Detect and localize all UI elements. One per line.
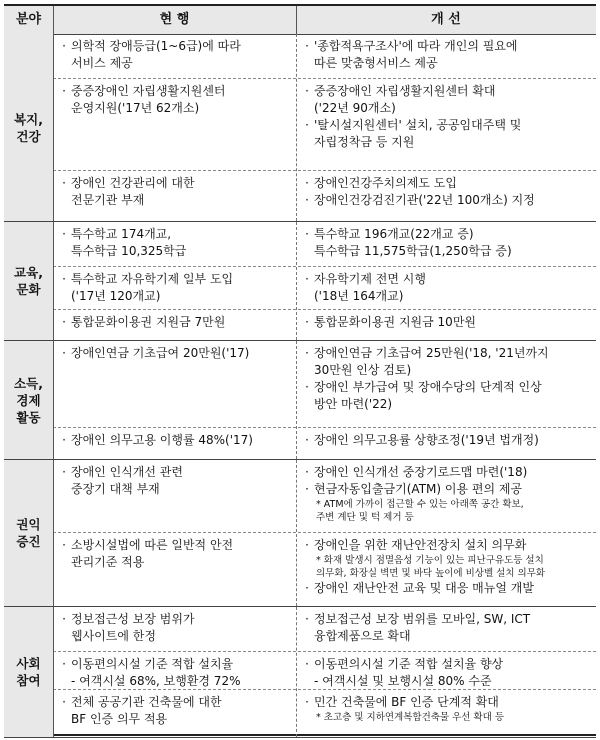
item-text: 장애인 의무고용률 상향조정('19년 법개정) (314, 433, 539, 447)
table-row (53, 690, 596, 738)
policy-table (4, 4, 596, 736)
bullet-marker: · (62, 315, 66, 329)
list-item (59, 271, 291, 305)
current-cell (59, 611, 291, 645)
item-text: 민간 건축물에 BF 인증 단계적 확대 (314, 695, 499, 709)
column-divider (53, 222, 54, 340)
column-divider (296, 460, 297, 606)
list-item (302, 537, 594, 554)
improved-cell (302, 345, 594, 413)
item-text: 장애인건강검진기관('22년 100개소) 지정 (314, 193, 535, 207)
bullet-marker: · (305, 346, 309, 360)
list-item (302, 656, 594, 690)
current-cell (59, 432, 291, 449)
current-cell (59, 271, 291, 305)
table-row (53, 341, 596, 428)
item-text: 장애인 의무고용 이행률 48%('17) (71, 433, 253, 447)
section-label: 복지, 건강 (4, 34, 53, 221)
column-divider (53, 34, 54, 221)
table-header (4, 6, 596, 35)
bullet-marker: · (62, 433, 66, 447)
list-item (59, 314, 291, 331)
bullet-marker: · (305, 657, 309, 671)
column-divider (296, 34, 297, 221)
current-cell (59, 226, 291, 260)
list-item (302, 580, 594, 597)
bullet-marker: · (62, 227, 66, 241)
bullet-marker: · (62, 538, 66, 552)
improved-cell (302, 271, 594, 305)
header-field: 분야 (15, 12, 42, 27)
bullet-marker: · (305, 433, 309, 447)
list-item (59, 345, 291, 362)
table-section (4, 341, 596, 460)
bullet-marker: · (305, 612, 309, 626)
bullet-marker: · (62, 176, 66, 190)
list-item (302, 38, 594, 72)
bullet-marker: · (305, 193, 309, 207)
table-row (53, 267, 596, 310)
table-row (53, 222, 596, 267)
item-text: 정보접근성 보장 범위가 웹사이트에 한정 (71, 612, 195, 643)
improved-cell (302, 175, 594, 209)
improved-cell (302, 656, 594, 690)
item-text: 장애인연금 기초급여 20만원('17) (71, 346, 250, 360)
item-text: 장애인 부가급여 및 장애수당의 단계적 인상 방안 마련('22) (314, 380, 542, 411)
table-row (53, 428, 596, 460)
item-text: 장애인 인식개선 중장기로드맵 마련('18) (314, 465, 528, 479)
current-cell (59, 38, 291, 72)
list-item (302, 117, 594, 151)
footnote-text: * ATM에 가까이 접근할 수 있는 아래쪽 공간 확보, 주변 계단 및 턱 제거 등 (316, 499, 524, 523)
bullet-marker: · (305, 176, 309, 190)
table-section (4, 222, 596, 341)
table-section (4, 460, 596, 607)
column-divider (53, 607, 54, 737)
list-item (302, 314, 594, 331)
improved-cell (302, 611, 594, 645)
table-section (4, 34, 596, 222)
column-divider (53, 460, 54, 606)
item-text: '종합적욕구조사'에 따라 개인의 필요에 따른 맞춤형서비스 제공 (314, 39, 518, 70)
item-text: 자유학기제 전면 시행 ('18년 164개교) (314, 272, 426, 303)
bullet-marker: · (305, 482, 309, 496)
bullet-marker: · (305, 39, 309, 53)
item-text: 소방시설법에 따른 일반적 안전 관리기준 적용 (71, 538, 234, 569)
list-item (302, 694, 594, 711)
improved-cell (302, 694, 594, 724)
list-item (302, 611, 594, 645)
list-item (302, 481, 594, 498)
current-cell (59, 694, 291, 728)
list-item (59, 83, 291, 117)
item-text: 정보접근성 보장 범위를 모바일, SW, ICT 융합제품으로 확대 (314, 612, 531, 643)
table-row (53, 171, 596, 222)
column-divider (53, 341, 54, 459)
improved-cell (302, 537, 594, 597)
bullet-marker: · (62, 39, 66, 53)
item-text: 장애인 건강관리에 대한 전문기관 부재 (71, 176, 195, 207)
item-text: 이동편의시설 기준 적합 설치율 향상 - 여객시설 및 보행시설 80% 수준 (314, 657, 504, 688)
list-item (302, 345, 594, 379)
column-divider (296, 341, 297, 459)
table-row (53, 310, 596, 341)
item-text: 장애인을 위한 재난안전장치 설치 의무화 (314, 538, 527, 552)
table-row (53, 607, 596, 652)
improved-cell (302, 464, 594, 524)
bullet-marker: · (305, 538, 309, 552)
footnote-text: * 화재 발생시 점멸음성 기능이 있는 피난구유도등 설치 의무화, 화장실 벽면 및 바닥 높이에 비상벨 설치 의무화 (316, 555, 546, 579)
table-row (53, 533, 596, 607)
table-row (53, 652, 596, 690)
footnote-text: * 초고층 및 지하연계복합건축물 우선 확대 등 (316, 712, 505, 723)
header-current: 현 행 (159, 12, 190, 27)
item-text: 특수학교 174개교, 특수학급 10,325학급 (71, 227, 187, 258)
improved-cell (302, 38, 594, 72)
item-text: 이동편의시설 기준 적합 설치율 - 여객시설 68%, 보행환경 72% (71, 657, 241, 688)
column-divider (296, 607, 297, 737)
current-cell (59, 464, 291, 498)
bullet-marker: · (305, 695, 309, 709)
list-item (59, 175, 291, 209)
list-item (59, 537, 291, 571)
item-text: 특수학교 자유학기제 일부 도입 ('17년 120개교) (71, 272, 234, 303)
item-text: '탈시설지원센터' 설치, 공공임대주택 및 자립정착금 등 지원 (314, 118, 522, 149)
list-item (302, 175, 594, 192)
improved-cell (302, 83, 594, 151)
table-row (53, 460, 596, 533)
item-text: 통합문화이용권 지원금 7만원 (71, 315, 226, 329)
bullet-marker: · (305, 315, 309, 329)
bullet-marker: · (305, 118, 309, 132)
current-cell (59, 314, 291, 331)
header-improved: 개 선 (431, 12, 461, 27)
bullet-marker: · (305, 227, 309, 241)
improved-cell (302, 432, 594, 449)
item-text: 장애인 인식개선 관련 중장기 대책 부재 (71, 465, 183, 496)
list-item (59, 38, 291, 72)
bullet-marker: · (62, 695, 66, 709)
item-text: 전체 공공기관 건축물에 대한 BF 인증 의무 적용 (71, 695, 222, 726)
list-item (59, 226, 291, 260)
bullet-marker: · (62, 465, 66, 479)
bullet-marker: · (62, 346, 66, 360)
bullet-marker: · (305, 581, 309, 595)
section-label: 권익 증진 (4, 460, 53, 606)
column-divider (296, 222, 297, 340)
section-label: 소득, 경제 활동 (4, 341, 53, 459)
improved-cell (302, 314, 594, 331)
list-item (302, 271, 594, 305)
list-item (302, 192, 594, 209)
current-cell (59, 656, 291, 690)
bullet-marker: · (305, 272, 309, 286)
list-item (302, 432, 594, 449)
list-item (59, 694, 291, 728)
item-text: 통합문화이용권 지원금 10만원 (314, 315, 477, 329)
list-item (302, 83, 594, 117)
list-item (302, 379, 594, 413)
bullet-marker: · (62, 272, 66, 286)
item-text: 장애인건강주치의제도 도입 (314, 176, 457, 190)
list-item (59, 611, 291, 645)
table-row (53, 34, 596, 79)
current-cell (59, 345, 291, 362)
current-cell (59, 175, 291, 209)
section-label: 사회 참여 (4, 607, 53, 737)
item-text: 의학적 장애등급(1~6급)에 따라 서비스 제공 (71, 39, 241, 70)
bullet-marker: · (62, 84, 66, 98)
list-item (302, 464, 594, 481)
bullet-marker: · (305, 465, 309, 479)
item-text: 장애인 재난안전 교육 및 대응 매뉴얼 개발 (314, 581, 534, 595)
item-text: 장애인연금 기초급여 25만원('18, '21년까지 30만원 인상 검토) (314, 346, 549, 377)
improved-cell (302, 226, 594, 260)
bullet-marker: · (305, 84, 309, 98)
item-text: 특수학교 196개교(22개교 증) 특수학급 11,575학급(1,250학급 증) (314, 227, 512, 258)
bullet-marker: · (305, 380, 309, 394)
list-item (59, 656, 291, 690)
current-cell (59, 537, 291, 571)
list-item (59, 464, 291, 498)
item-text: 중증장애인 자립생활지원센터 확대 ('22년 90개소) (314, 84, 496, 115)
item-text: 중증장애인 자립생활지원센터 운영지원('17년 62개소) (71, 84, 226, 115)
current-cell (59, 83, 291, 117)
item-text: 현금자동입출금기(ATM) 이용 편의 제공 (314, 482, 523, 496)
table-section (4, 607, 596, 738)
bullet-marker: · (62, 657, 66, 671)
bullet-marker: · (62, 612, 66, 626)
list-item (59, 432, 291, 449)
section-label: 교육, 문화 (4, 222, 53, 340)
table-row (53, 79, 596, 171)
list-item (302, 226, 594, 260)
